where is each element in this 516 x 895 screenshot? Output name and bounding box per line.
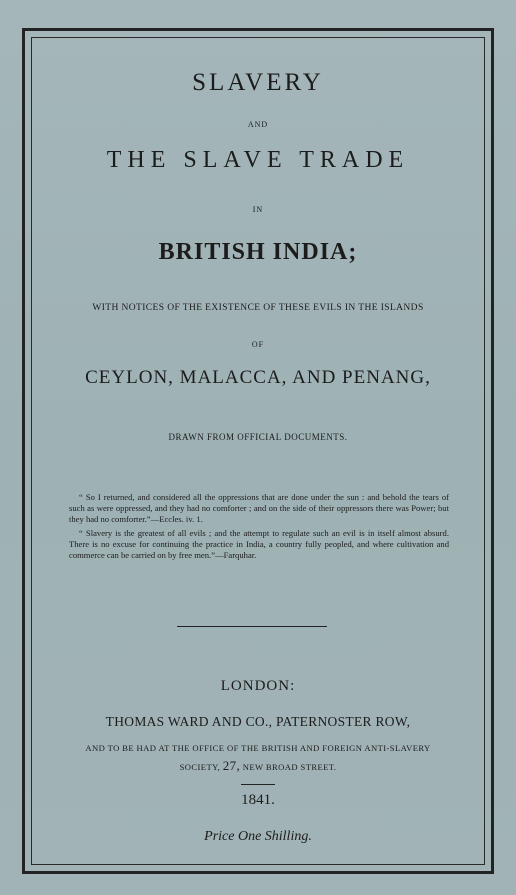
source-note: DRAWN FROM OFFICIAL DOCUMENTS. — [168, 432, 348, 442]
divider-rule — [177, 626, 327, 627]
office-line-1: AND TO BE HAD AT THE OFFICE OF THE BRITISH AND FOREIGN ANTI-SLAVERY — [85, 743, 431, 753]
office-line-2 — [57, 757, 459, 776]
places-heading: CEYLON, MALACCA, AND PENANG, — [85, 367, 431, 388]
epigraphs — [69, 492, 449, 564]
title-british-india: BRITISH INDIA; — [158, 239, 358, 265]
subtitle-notices: WITH NOTICES OF THE EXISTENCE OF THESE EVILS IN THE ISLANDS — [92, 303, 424, 313]
imprint-city: LONDON: — [220, 678, 296, 694]
price-line: Price One Shilling. — [204, 829, 312, 844]
office-street: NEW BROAD STREET. — [242, 762, 337, 772]
epigraph-farquhar: “ Slavery is the greatest of all evils ; and the attempt to regulate such an evil is in itself almost absurd. There is no excuse for continuing the practice in India, a country fully peopled, and where cultivation and commerce can be carried on by free men.”—Farquhar. — [69, 528, 449, 560]
imprint-office — [57, 740, 459, 776]
imprint-publisher: THOMAS WARD AND CO., PATERNOSTER ROW, — [105, 714, 411, 729]
epigraph-ecclesiastes: “ So I returned, and considered all the oppressions that are done under the sun : and behold the tears of such as were oppressed, and they had no comforter ; and on the side of their oppressors there was Power; but they had no comforter.”—Eccles. iv. 1. — [69, 492, 449, 524]
office-number: 27, — [222, 758, 241, 773]
title-slavery: SLAVERY — [192, 69, 324, 96]
imprint-year: 1841. — [241, 792, 275, 808]
page-content — [31, 37, 485, 865]
preposition-in: IN — [252, 205, 264, 214]
preposition-of: OF — [251, 340, 265, 349]
title-slave-trade: THE SLAVE TRADE — [106, 147, 410, 173]
office-society: SOCIETY, — [179, 762, 221, 772]
short-rule — [241, 784, 275, 785]
conjunction-and: AND — [247, 120, 269, 129]
